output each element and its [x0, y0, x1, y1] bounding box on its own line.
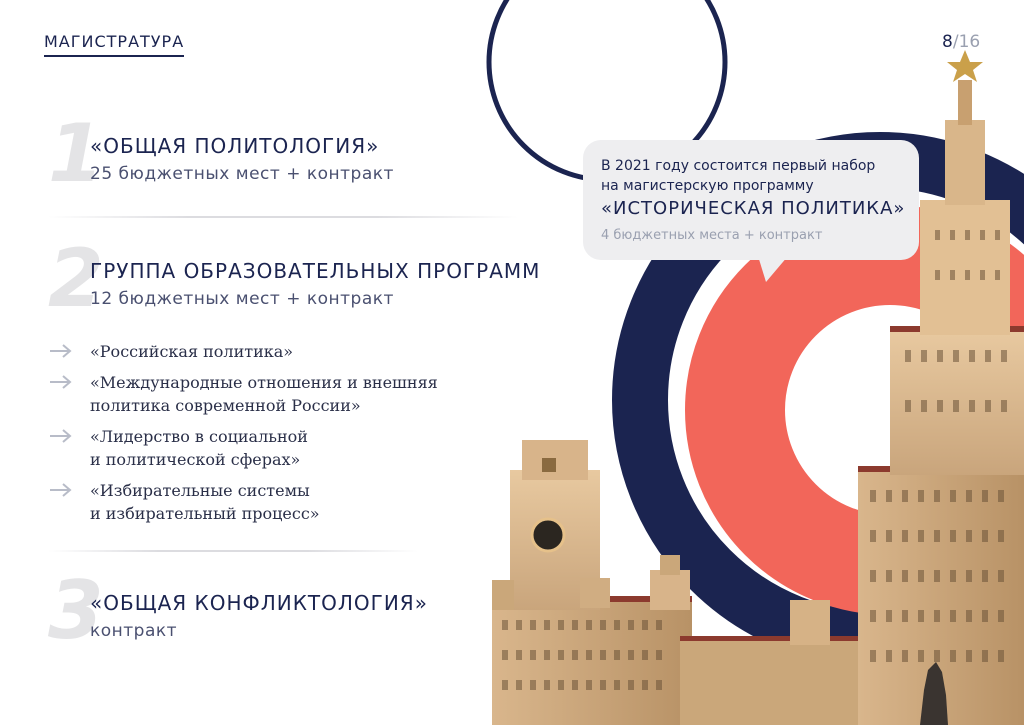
track-line-2: политика современной России» [90, 396, 361, 415]
track-line-1: «Российская политика» [90, 342, 294, 361]
program-2 [48, 232, 541, 325]
list-item [48, 371, 438, 417]
program-title: ГРУППА ОБРАЗОВАТЕЛЬНЫХ ПРОГРАММ [90, 259, 541, 283]
announcement-title: «ИСТОРИЧЕСКАЯ ПОЛИТИКА» [601, 198, 906, 219]
list-item [48, 479, 438, 525]
program-title: «ОБЩАЯ ПОЛИТОЛОГИЯ» [90, 134, 380, 158]
track-line-1: «Избирательные системы [90, 481, 310, 500]
list-item [48, 425, 438, 471]
track-line-1: «Международные отношения и внешняя [90, 373, 438, 392]
track-line-1: «Лидерство в социальной [90, 427, 308, 446]
divider [48, 550, 418, 552]
program-3 [48, 564, 428, 657]
arrow-right-icon [48, 342, 74, 360]
page-total: 16 [958, 32, 981, 52]
program-number: 1 [48, 107, 104, 200]
page-current: 8 [942, 32, 953, 52]
clock-icon [532, 519, 564, 551]
program-title: «ОБЩАЯ КОНФЛИКТОЛОГИЯ» [90, 591, 428, 615]
section-label: МАГИСТРАТУРА [44, 32, 184, 57]
program-number: 3 [48, 564, 104, 657]
program-places: 25 бюджетных мест + контракт [90, 164, 394, 184]
announcement-places: 4 бюджетных места + контракт [601, 228, 823, 243]
track-line-2: и избирательный процесс» [90, 504, 320, 523]
program-number: 2 [48, 232, 104, 325]
building-middle-section [680, 640, 860, 725]
announcement-bubble [583, 140, 919, 260]
page-separator: / [952, 32, 959, 52]
divider [48, 216, 518, 218]
program-places: контракт [90, 621, 178, 641]
program-places: 12 бюджетных мест + контракт [90, 289, 394, 309]
track-list [48, 340, 438, 533]
list-item [48, 340, 438, 363]
announcement-line-2: на магистерскую программу [601, 178, 814, 194]
arrow-right-icon [48, 481, 74, 499]
announcement-line-1: В 2021 году состоится первый набор [601, 158, 876, 174]
bubble-tail [758, 256, 788, 282]
arrow-right-icon [48, 427, 74, 445]
star-icon [947, 50, 983, 82]
university-building-illustration [480, 0, 1024, 725]
track-line-2: и политической сферах» [90, 450, 301, 469]
arrow-right-icon [48, 373, 74, 391]
program-1 [48, 107, 394, 200]
